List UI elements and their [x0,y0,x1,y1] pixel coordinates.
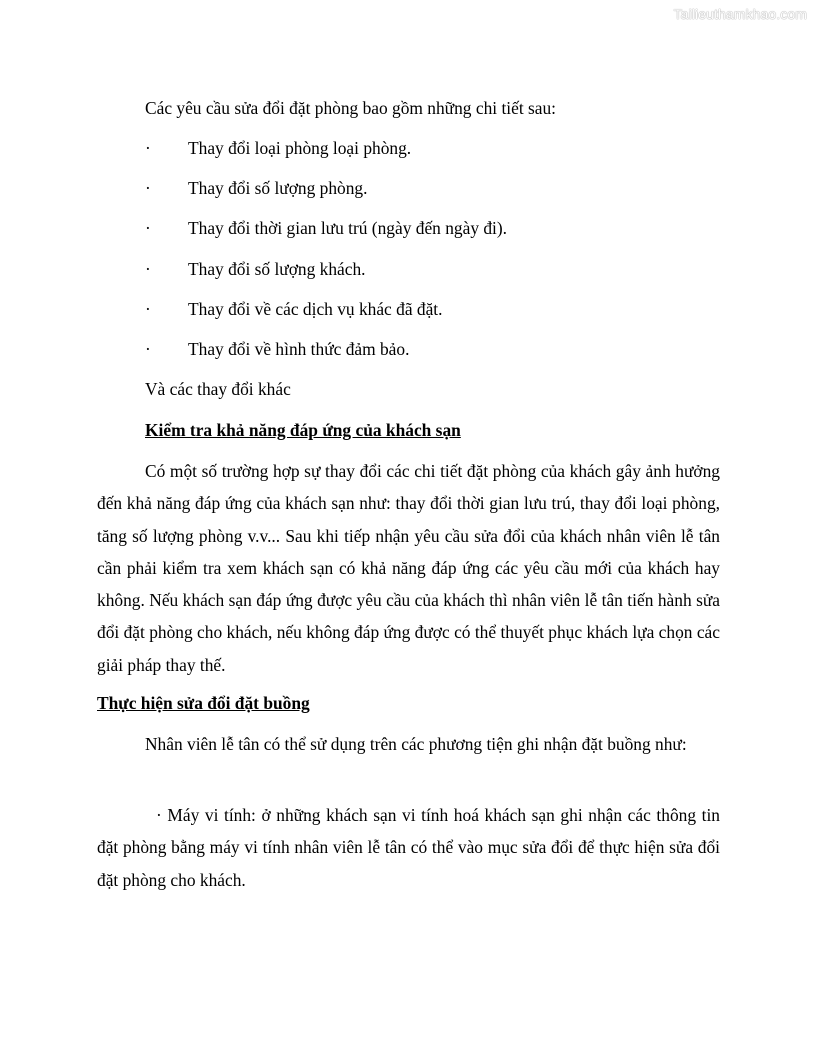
bullet-item: Thay đổi số lượng phòng. [188,178,368,198]
section-paragraph-capacity-check: Có một số trường hợp sự thay đổi các chi tiết đặt phòng của khách gây ảnh hưởng đến khả năng đáp ứng của khách sạn như: thay đổi thời gian lưu trú, thay đổi loại phòng, tăng số lượng phòng v.v... Sau khi tiếp nhận yêu cầu sửa đổi của khách nhân viên lễ tân cần phải kiểm tra xem khách sạn có khả năng đáp ứng các yêu cầu mới của khách hay không. Nếu khách sạn đáp ứng được yêu cầu của khách thì nhân viên lễ tân tiến hành sửa đổi đặt phòng cho khách, nếu không đáp ứng được có thể thuyết phục khách lựa chọn các giải pháp thay thế. [97,461,720,675]
bullet-symbol: · [145,218,151,238]
section-heading-modify-booking: Thực hiện sửa đổi đặt buồng [97,693,310,713]
bullet-symbol: · [145,259,151,279]
bullet-item: Thay đổi loại phòng loại phòng. [188,138,412,158]
section-paragraph-booking-tools: Nhân viên lễ tân có thể sử dụng trên các phương tiện ghi nhận đặt buồng như: [145,734,687,754]
bullet-symbol: · [145,138,151,158]
watermark: Tailieuthamkhao.com [673,6,807,22]
bullet-symbol: · [145,299,151,319]
bullet-item: Thay đổi số lượng khách. [188,259,366,279]
other-changes-text: Và các thay đổi khác [145,379,291,399]
bullet-item: Thay đổi về các dịch vụ khác đã đặt. [188,299,443,319]
section-paragraph-computer: · Máy vi tính: ở những khách sạn vi tính hoá khách sạn ghi nhận các thông tin đặt phòng bằng máy vi tính nhân viên lễ tân có thể vào mục sửa đổi để thực hiện sửa đổi đặt phòng cho khách. [97,805,720,890]
bullet-item: Thay đổi thời gian lưu trú (ngày đến ngày đi). [188,218,508,238]
bullet-symbol: · [145,339,151,359]
intro-text: Các yêu cầu sửa đổi đặt phòng bao gồm những chi tiết sau: [145,98,557,118]
bullet-item: Thay đổi về hình thức đảm bảo. [188,339,410,359]
bullet-symbol: · [145,178,151,198]
section-heading-capacity-check: Kiểm tra khả năng đáp ứng của khách sạn [145,420,461,440]
